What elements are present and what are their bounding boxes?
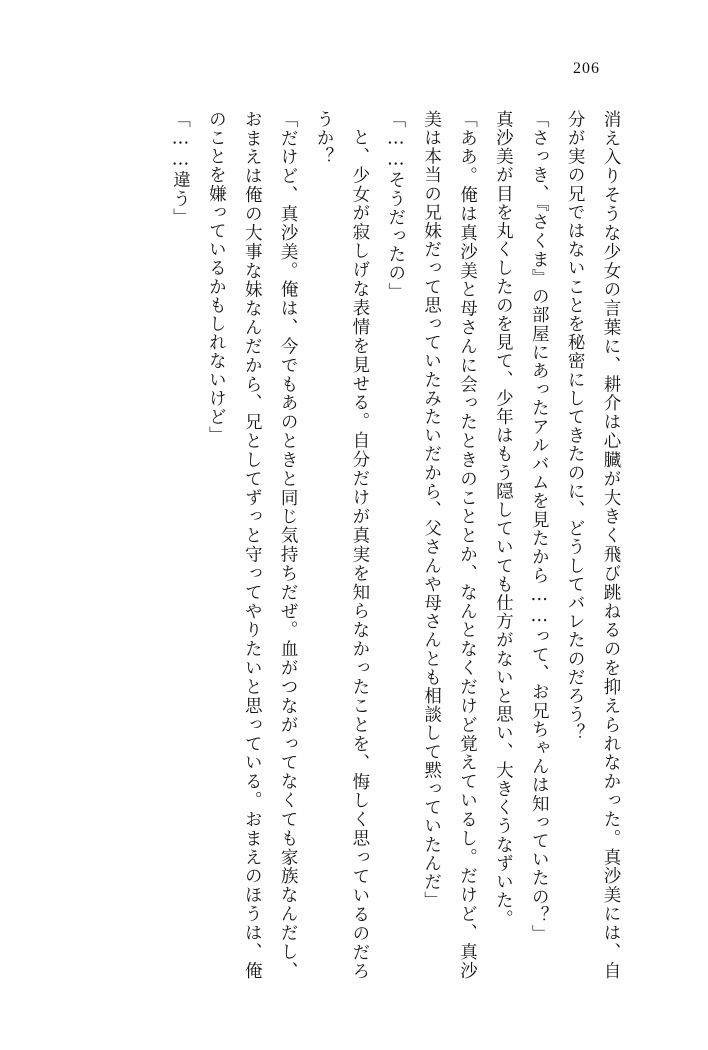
paragraph: 真沙美が目を丸くしたのを見て、少年はもう隠していても仕方がないと思い、大きくうなずいた。: [493, 110, 514, 929]
page-body-text: [70, 110, 628, 980]
paragraph: と、少女が寂しげな表情を見せる。自分だけが真実を知らなかったことを、悔しく思っているのだろうか？: [314, 110, 370, 980]
page-number: 206: [573, 60, 600, 77]
paragraph: 消え入りそうな少女の言葉に、耕介は心臓が大きく飛び跳ねるのを抑えられなかった。真沙美には、自分が実の兄ではないことを秘密にしてきたのに、どうしてバレたのだろう？: [565, 110, 621, 980]
paragraph: 「さっき、『さくま』の部屋にあったアルバムを見たから……って、お兄ちゃんは知っていたの？」: [529, 110, 550, 944]
paragraph: 「だけど、真沙美。俺は、今でもあのときと同じ気持ちだぜ。血がつながってなくても家族なんだし、おまえは俺の大事な妹なんだから、兄としてずっと守ってやりたいと思っている。おまえのほうは、俺のことを嫌っているかもしれないけど」: [206, 110, 299, 980]
paragraph: 「ああ。俺は真沙美と母さんに会ったときのこととか、なんとなくだけど覚えているし。だけど、真沙美は本当の兄妹だって思っていたみたいだから、父さんや母さんとも相談して黙っていたんだ」: [421, 110, 478, 980]
paragraph: 「……違う」: [170, 110, 191, 227]
paragraph: 「……そうだったの」: [385, 110, 406, 301]
